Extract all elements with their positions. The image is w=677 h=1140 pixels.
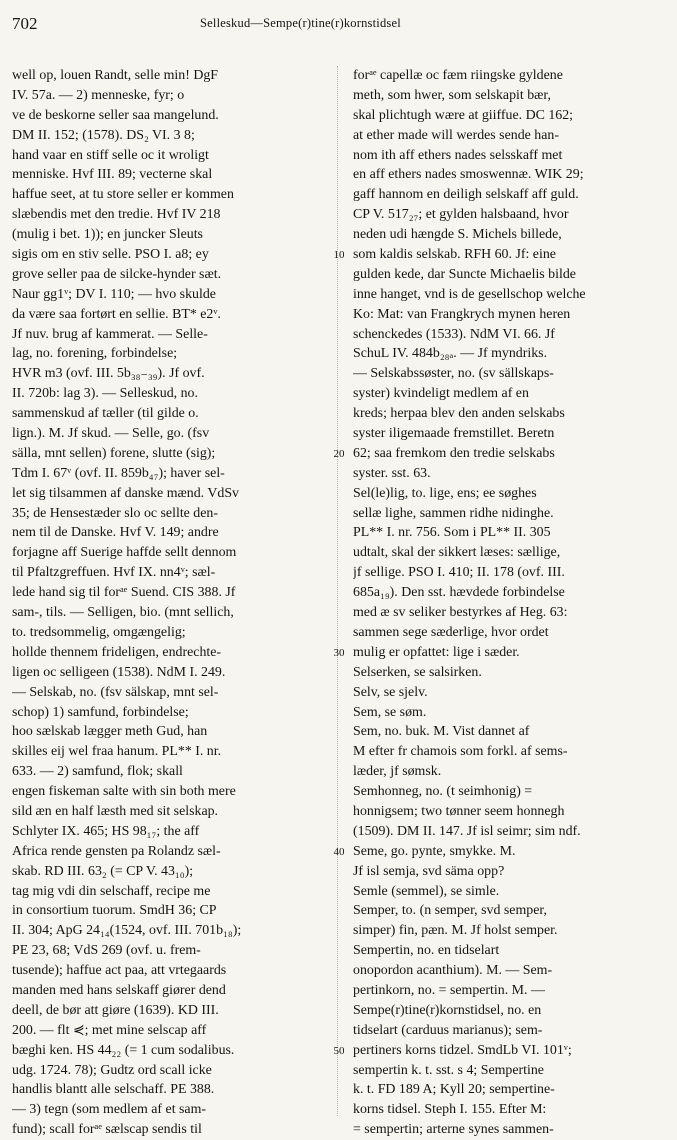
line-number: 10: [333, 249, 345, 262]
right-column-line: Sempe(r)tine(r)kornstidsel, no. en: [353, 1002, 542, 1018]
left-column-line: engen fiskeman salte with sin both mere: [12, 784, 236, 800]
left-column-line: sam-, tils. — Selligen, bio. (mnt sellich,: [12, 605, 234, 621]
left-column-line: DM II. 152; (1578). DS₂ VI. 3 8;: [12, 127, 195, 143]
left-column-line: tag mig vdi din selschaff, recipe me: [12, 883, 211, 899]
right-column-line: forᵃᵉ capellæ oc fæm riingske gyldene: [353, 68, 563, 83]
right-column-line: simper) fin, pæn. M. Jf holst semper.: [353, 923, 558, 939]
left-column-line: let sig tilsammen af danske mænd. VdSv: [12, 485, 239, 501]
right-column-line: en aff ethers nades smoswennæ. WIK 29;: [353, 167, 584, 183]
right-column-line: schenckedes (1533). NdM VI. 66. Jf: [353, 326, 555, 342]
left-column-line: menniske. Hvf III. 89; vecterne skal: [12, 167, 213, 183]
right-column-line: Ko: Mat: van Frangkrych mynen heren: [353, 306, 571, 322]
right-column-line: syster iligemaade fremstillet. Beretn: [353, 426, 555, 442]
column-divider: [337, 66, 338, 1116]
left-column-line: hollde thennem frideligen, endrechte-: [12, 644, 222, 660]
left-column-line: 633. — 2) samfund, flok; skall: [12, 764, 183, 780]
line-number: 40: [333, 846, 345, 859]
left-column-line: sild æn en half læsth med sit selskap.: [12, 803, 219, 819]
right-column-line: skal plichtugh wære at giiffue. DC 162;: [353, 107, 574, 123]
right-column-line: tidselart (carduus marianus); sem-: [353, 1022, 543, 1038]
right-column-line: meth, som hwer, som selskapit bær,: [353, 87, 551, 103]
right-column-line: k. t. FD 189 A; Kyll 20; sempertine-: [353, 1082, 555, 1098]
left-column-line: PE 23, 68; VdS 269 (ovf. u. frem-: [12, 943, 201, 959]
left-column-line: Jf nuv. brug af kammerat. — Selle-: [12, 326, 208, 342]
right-column-line: M efter fr chamois som forkl. af sems-: [353, 744, 568, 760]
page-header: [0, 14, 677, 40]
right-column-line: gulden kede, dar Suncte Michaelis bilde: [353, 266, 576, 282]
right-column-line: = sempertin; arterne synes sammen-: [353, 1122, 554, 1138]
left-column-line: — Selskab, no. (fsv sälskap, mnt sel-: [12, 684, 219, 700]
right-column-line: Seme, go. pynte, smykke. M.: [353, 843, 516, 859]
right-column-line: Semle (semmel), se simle.: [353, 883, 500, 899]
right-column-line: Semhonneg, no. (t seimhonig) =: [353, 784, 533, 800]
right-column-line: inne hanget, vnd is de gesellschop welche: [353, 286, 586, 302]
right-column-line: læder, jf sømsk.: [353, 764, 442, 780]
page-number: 702: [12, 14, 38, 33]
left-column-line: schop) 1) samfund, forbindelse;: [12, 704, 189, 720]
right-column-line: neden udi hængde S. Michels billede,: [353, 227, 562, 243]
left-column-line: hand vaar en stiff selle oc it wroligt: [12, 147, 209, 163]
right-column-line: syster) kvindeligt medlem af en: [353, 386, 529, 402]
left-column-line: — 3) tegn (som medlem af et sam-: [12, 1102, 207, 1118]
left-column-line: skilles eij wel fraa hanum. PL** I. nr.: [12, 744, 222, 760]
left-column-line: haffue seet, at tu store seller er kommen: [12, 187, 234, 203]
right-column-line: at ether made will werdes sende han-: [353, 127, 559, 143]
right-column-line: syster. sst. 63.: [353, 465, 431, 481]
right-column-line: sammen sege sæderlige, hvor ordet: [353, 624, 549, 640]
left-column-line: lign.). M. Jf skud. — Selle, go. (fsv: [12, 426, 210, 442]
left-column-line: Tdm I. 67ᵛ (ovf. II. 859b₄₇); haver sel-: [12, 465, 225, 481]
left-column-line: well op, louen Randt, selle min! DgF: [12, 68, 219, 83]
right-column-line: SchuL IV. 484b₂₈ₐ. — Jf myndriks.: [353, 346, 548, 362]
right-column-line: pertinkorn, no. = sempertin. M. —: [353, 982, 545, 998]
right-column-line: Jf isl semja, svd säma opp?: [353, 863, 505, 879]
right-column-line: 685a₁₉). Den sst. hævdede forbindelse: [353, 585, 565, 601]
right-column-line: Sel(le)lig, to. lige, ens; ee søghes: [353, 485, 537, 501]
right-column-line: honnigsem; two tønner seem honnegh: [353, 803, 565, 819]
right-column: [353, 66, 665, 1140]
left-column-line: fund); scall forᵃᵉ sælscap sendis til: [12, 1122, 202, 1138]
line-number: 20: [333, 448, 345, 461]
left-column-line: (mulig i bet. 1)); en juncker Sleuts: [12, 227, 203, 243]
left-column-line: lede hand sig til forᵃᵉ Suend. CIS 388. Jf: [12, 585, 236, 601]
right-column-line: PL** I. nr. 756. Som i PL** II. 305: [353, 525, 551, 541]
left-column-line: sälla, mnt sellen) forene, slutte (sig);: [12, 445, 216, 461]
right-column-line: udtalt, skal der sikkert læses: sællige,: [353, 545, 561, 561]
left-column-line: ligen oc selligeen (1538). NdM I. 249.: [12, 664, 226, 680]
left-column-line: skab. RD III. 63₂ (= CP V. 43₁₀);: [12, 863, 194, 879]
right-column-line: jf sellige. PSO I. 410; II. 178 (ovf. III.: [353, 565, 565, 581]
right-column-line: gaff hannom en deiligh selskaff aff guld.: [353, 187, 579, 203]
left-column-line: hoo sælskab lægger meth Gud, han: [12, 724, 208, 740]
left-column-line: udg. 1724. 78); Gudtz ord scall icke: [12, 1062, 212, 1078]
right-column-line: som kaldis selskab. RFH 60. Jf: eine: [353, 247, 556, 263]
left-column-line: II. 304; ApG 24₁₄(1524, ovf. III. 701b₁₈);: [12, 923, 242, 939]
right-column-line: Sem, no. buk. M. Vist dannet af: [353, 724, 530, 740]
left-column-line: in consortium tuorum. SmdH 36; CP: [12, 903, 217, 919]
right-column-line: Selserken, se salsirken.: [353, 664, 482, 680]
left-column-line: forjagne aff Suerige haffde sellt dennom: [12, 545, 237, 561]
left-column-line: II. 720b: lag 3). — Selleskud, no.: [12, 386, 198, 402]
right-column-line: med æ sv seliker bestyrkes af Heg. 63:: [353, 605, 568, 621]
right-column-line: onopordon acanthium). M. — Sem-: [353, 963, 553, 979]
left-column-line: slæbendis met den tredie. Hvf IV 218: [12, 207, 221, 223]
right-column-line: Sem, se søm.: [353, 704, 427, 720]
left-column-line: deell, de bør att giøre (1639). KD III.: [12, 1002, 219, 1018]
running-head: Selleskud—Sempe(r)tine(r)kornstidsel: [200, 16, 401, 30]
left-column-line: lag, no. forening, forbindelse;: [12, 346, 178, 362]
left-column-line: to. tredsommelig, omgængelig;: [12, 624, 186, 640]
right-column-line: nom ith aff ethers nades selsskaff met: [353, 147, 563, 163]
left-column-line: 200. — flt ⋞; met mine selscap aff: [12, 1022, 207, 1038]
left-column: [12, 66, 328, 1140]
right-column-line: mulig er opfattet: lige i sæder.: [353, 644, 520, 660]
right-column-line: Selv, se sjelv.: [353, 684, 428, 700]
left-column-line: grove seller paa de silcke-hynder sæt.: [12, 266, 222, 282]
left-column-line: nem til de Danske. Hvf V. 149; andre: [12, 525, 219, 541]
right-column-line: Sempertin, no. en tidselart: [353, 943, 500, 959]
right-column-line: 62; saa fremkom den tredie selskabs: [353, 445, 555, 461]
left-column-line: Africa rende gensten pa Rolandz sæl-: [12, 843, 221, 859]
left-column-line: da være saa fortørt en sellie. BT* e2ᵛ.: [12, 306, 221, 322]
line-number: 50: [333, 1045, 345, 1058]
left-column-line: sammenskud af tæller (til gilde o.: [12, 406, 199, 422]
right-column-line: kreds; herpaa blev den anden selskabs: [353, 406, 565, 422]
right-column-line: pertiners korns tidzel. SmdLb VI. 101ᵛ;: [353, 1042, 572, 1058]
right-column-line: sempertin k. t. sst. s 4; Sempertine: [353, 1062, 544, 1078]
right-column-line: Semper, to. (n semper, svd semper,: [353, 903, 547, 919]
left-column-line: Schlyter IX. 465; HS 98₁₇; the aff: [12, 823, 200, 839]
left-column-line: sigis om en stiv selle. PSO I. a8; ey: [12, 247, 209, 263]
left-column-line: tusende); haffue act paa, att vrtegaards: [12, 963, 227, 979]
right-column-line: CP V. 517₂₇; et gylden halsbaand, hvor: [353, 207, 569, 223]
left-column-line: 35; de Hensestæder slo oc sellte den-: [12, 505, 218, 521]
left-column-line: bæghi ken. HS 44₂₂ (= 1 cum sodalibus.: [12, 1042, 235, 1058]
right-column-line: korns tidsel. Steph I. 155. Efter M:: [353, 1102, 547, 1118]
left-column-line: HVR m3 (ovf. III. 5b₃₈₋₃₉). Jf ovf.: [12, 366, 205, 382]
left-column-line: ve de beskorne seller saa mangelund.: [12, 107, 219, 123]
left-column-line: manden med hans selskaff giører dend: [12, 982, 226, 998]
line-number: 30: [333, 647, 345, 660]
left-column-line: IV. 57a. — 2) menneske, fyr; o: [12, 87, 185, 103]
left-column-line: til Pfaltzgreffuen. Hvf IX. nn4ᵛ; sæl-: [12, 565, 216, 581]
right-column-line: — Selskabssøster, no. (sv sällskaps-: [353, 366, 554, 382]
left-column-line: Naur gg1ᵛ; DV I. 110; — hvo skulde: [12, 286, 216, 302]
left-column-line: handlis blantt alle selschaff. PE 388.: [12, 1082, 215, 1098]
right-column-line: (1509). DM II. 147. Jf isl seimr; sim ndf.: [353, 823, 581, 839]
right-column-line: sellæ lighe, sammen ridhe nidinghe.: [353, 505, 554, 521]
